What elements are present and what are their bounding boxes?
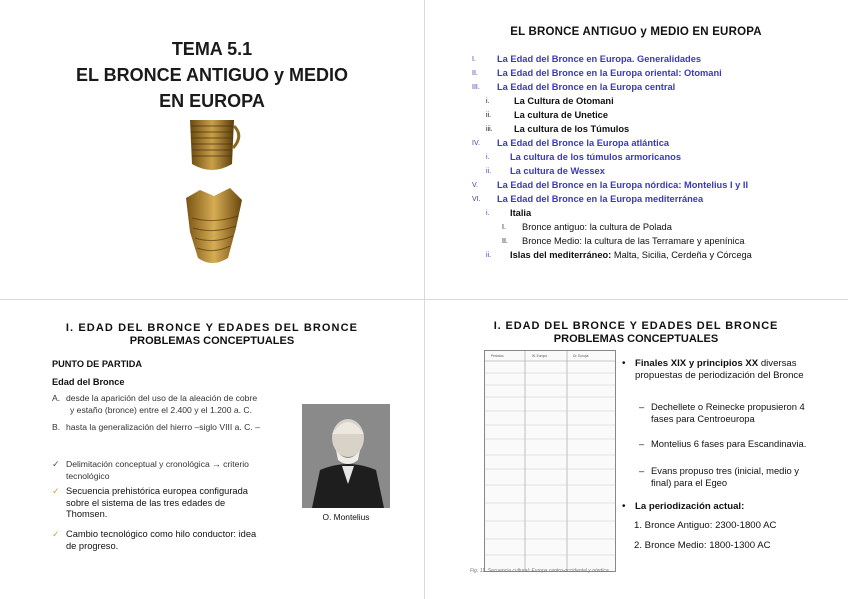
item-line: Cambio tecnológico como hilo conductor: idea [66, 529, 257, 539]
heading-line-2: PROBLEMAS CONCEPTUALES [553, 333, 719, 345]
slide-3-heading [0, 322, 424, 348]
dash-icon: – [639, 401, 645, 412]
dash-text: Montelius 6 fases para Escandinavia. [651, 438, 807, 449]
toc-number: I. [472, 56, 476, 63]
heading-line-1: I. EDAD DEL BRONCE Y EDADES DEL BRONCE [65, 322, 359, 334]
montelius-portrait [302, 404, 390, 508]
toc-number: i. [486, 210, 490, 217]
item-marker: A. [52, 393, 61, 403]
bullet-item [622, 501, 822, 513]
toc-number: V. [472, 182, 478, 189]
list-item [52, 486, 248, 521]
chart-grid [485, 351, 615, 571]
toc-text: La cultura de Unetice [514, 110, 609, 120]
toc-text: La Edad del Bronce la Europa atlántica [497, 138, 670, 148]
slide-4 [424, 300, 848, 599]
bullet-bold: Finales XIX y principios XX [635, 358, 759, 369]
item-line: sobre el sistema de las tres edades de [66, 497, 226, 508]
slide-2 [424, 0, 848, 299]
bullet-icon: • [622, 358, 626, 369]
toc-text: La Cultura de Otomani [514, 96, 614, 106]
title-line: EN EUROPA [159, 91, 265, 111]
bullet-item [622, 358, 822, 382]
item-line: desde la aparición del uso de la aleación de cobre [66, 393, 258, 403]
toc-number: ii. [486, 168, 492, 175]
item-line: hasta la generalización del hierro –siglo VIII a. C. – [66, 422, 260, 432]
toc-text: La cultura de los Túmulos [514, 124, 630, 134]
toc-number: II. [472, 70, 478, 77]
chart-header: Gr. Europa [573, 354, 589, 358]
toc-text-bold: Islas del mediterráneo: [510, 250, 612, 260]
item-marker: B. [52, 422, 61, 432]
dash-text: Evans propuso tres (inicial, medio y final) para el Egeo [651, 465, 799, 488]
toc-number: I. [502, 224, 506, 231]
toc-number: IV. [472, 140, 480, 147]
item-line: tecnológico [66, 470, 110, 481]
edad-del-bronce-label: Edad del Bronce [52, 377, 125, 387]
toc-text: La cultura de los túmulos armoricanos [510, 152, 681, 162]
title-line: TEMA 5.1 [171, 39, 253, 59]
toc-number: i. [486, 98, 490, 105]
item-line: Delimitación conceptual y cronológica → criterio [66, 459, 249, 469]
chart-header: Periodos [491, 354, 504, 358]
toc-text-tail: Malta, Sicilia, Cerdeña y Córcega [611, 250, 752, 260]
dash-item [639, 438, 809, 450]
heading-line-1: I. EDAD DEL BRONCE Y EDADES DEL BRONCE [493, 320, 779, 332]
toc-text: La Edad del Bronce en la Europa central [497, 82, 676, 92]
toc-number: ii. [486, 112, 492, 119]
dash-item [639, 465, 809, 489]
gold-cup-image [180, 114, 246, 180]
dash-icon: – [639, 465, 645, 476]
list-item [52, 529, 256, 552]
bullet-tail: diversas propuestas de periodización del Bronce [635, 358, 804, 381]
dash-icon: – [639, 438, 645, 449]
list-item [52, 422, 260, 434]
portrait-caption: O. Montelius [322, 512, 370, 522]
chart-caption: Fig. 11. Secuencia cultural: Europa centro-occidental y nórdica. [470, 568, 610, 574]
chronology-chart [484, 350, 616, 572]
slide-1 [0, 0, 424, 299]
title-line: EL BRONCE ANTIGUO y MEDIO [75, 65, 349, 85]
slide-2-heading: EL BRONCE ANTIGUO y MEDIO EN EUROPA [510, 26, 762, 38]
toc-text: La Edad del Bronce en la Europa mediterránea [497, 194, 704, 204]
item-line: de progreso. [66, 540, 119, 551]
period-item: 1. Bronce Antiguo: 2300-1800 AC [634, 520, 777, 531]
toc-number: iii. [486, 126, 493, 133]
toc-text: La Edad del Bronce en la Europa nórdica: Montelius I y II [497, 180, 749, 190]
toc-number: i. [486, 154, 490, 161]
heading-line-2: PROBLEMAS CONCEPTUALES [129, 335, 295, 347]
slide-1-title [0, 36, 424, 114]
toc-text [510, 249, 752, 262]
item-line: y estaño (bronce) entre el 2.400 y el 1.200 a. C. [70, 404, 253, 415]
slide-3 [0, 300, 424, 599]
toc-text: La Edad del Bronce en la Europa oriental: Otomani [497, 68, 722, 78]
check-icon: ✓ [52, 486, 60, 496]
period-item: 2. Bronce Medio: 1800-1300 AC [634, 540, 771, 551]
item-line: Thomsen. [66, 509, 108, 519]
toc-number: ii. [486, 252, 492, 259]
toc-text: La cultura de Wessex [510, 166, 605, 176]
check-icon: ✓ [52, 459, 60, 469]
toc-number: III. [472, 84, 480, 91]
check-icon: ✓ [52, 529, 60, 539]
toc-text: Bronce antiguo: la cultura de Polada [522, 222, 672, 232]
punto-de-partida: PUNTO DE PARTIDA [52, 359, 143, 369]
bullet-bold: La periodización actual: [635, 501, 745, 512]
list-item [52, 459, 249, 482]
item-line: Secuencia prehistórica europea configurada [66, 486, 248, 496]
toc-number: II. [502, 238, 508, 245]
toc-text: La Edad del Bronce en Europa. Generalidades [497, 54, 702, 64]
crushed-gold-cup-image [180, 188, 248, 268]
chart-header: W. Europa [532, 354, 547, 358]
slide-4-heading [424, 320, 848, 346]
toc-text: Italia [510, 208, 532, 218]
bullet-icon: • [622, 501, 626, 512]
list-item [52, 393, 257, 416]
toc-text: Bronce Medio: la cultura de las Terramare y apenínica [522, 236, 745, 246]
dash-text: Dechellete o Reinecke propusieron 4 fases para Centroeuropa [651, 401, 805, 424]
dash-item [639, 401, 809, 425]
toc-number: VI. [472, 196, 481, 203]
